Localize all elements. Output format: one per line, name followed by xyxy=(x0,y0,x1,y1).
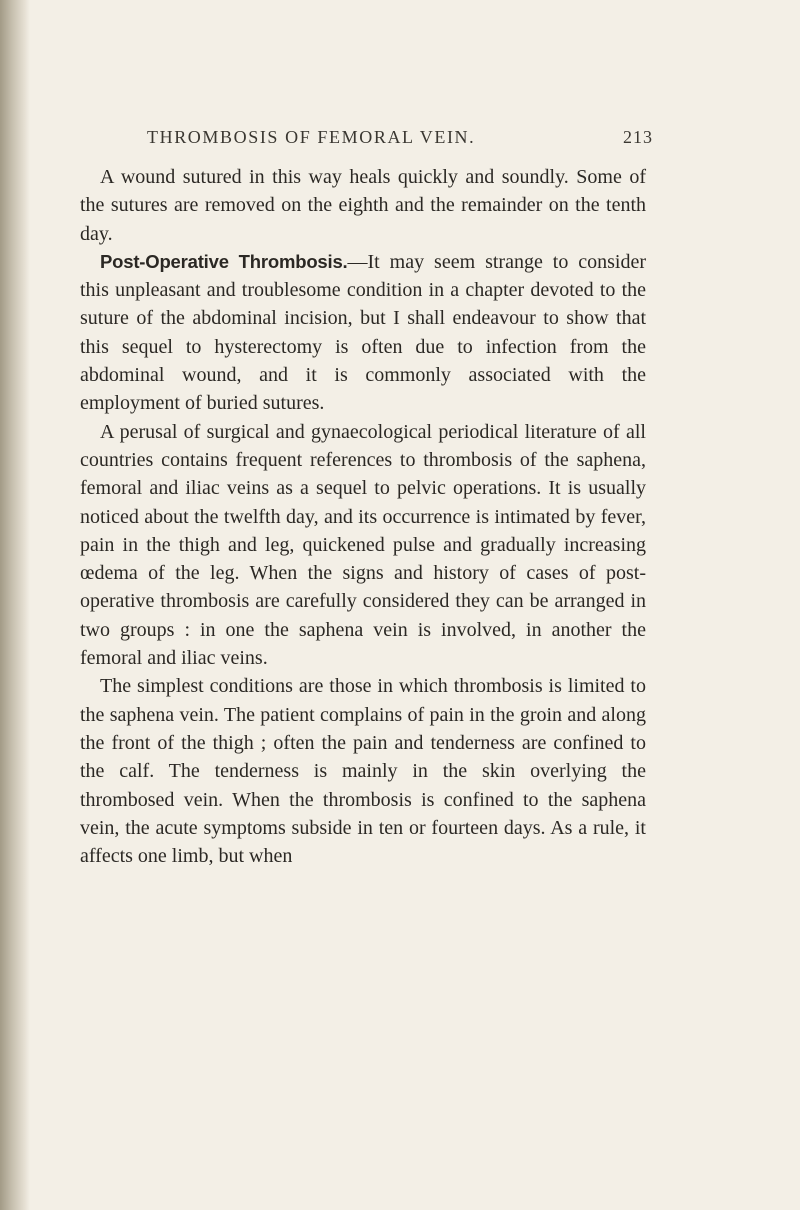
body-text xyxy=(80,163,646,870)
paragraph-post-operative-thrombosis xyxy=(80,248,646,418)
paragraph-literature xyxy=(80,418,646,673)
paragraph-text: A perusal of surgical and gynaecological periodical literature of all countries contains frequent references to thrombosis of the saphena, femoral and iliac veins as a sequel to pelvic operations. It is usually noticed about the twelfth day, and its occurrence is intimated by fever, pain in the thigh and leg, quickened pulse and gradually increasing œdema of the leg. When the signs and history of cases of post-operative thrombosis are carefully considered they can be arranged in two groups : in one the saphena vein is involved, in another the femoral and iliac veins. xyxy=(80,420,646,670)
paragraph-text: A wound sutured in this way heals quickly and soundly. Some of the sutures are removed on the eighth and the remainder on the tenth day. xyxy=(80,166,646,245)
section-heading: Post-Operative Thrombosis. xyxy=(100,250,348,272)
page-number: 213 xyxy=(623,127,653,147)
paragraph-saphena-thrombosis xyxy=(80,672,646,870)
paragraph-text: The simplest conditions are those in which thrombosis is limited to the saphena vein. The patient complains of pain in the groin and along the front of the thigh ; often the pain and tenderness are confined to the calf. The tenderness is mainly in the skin overlying the thrombosed vein. When the thrombosis is confined to the saphena vein, the acute symptoms subside in ten or fourteen days. As a rule, it affects one limb, but when xyxy=(80,675,646,868)
paragraph-text: —It may seem strange to consider this unpleasant and troublesome condition in a chapter devoted to the suture of the abdominal incision, but I shall endeavour to show that this sequel to hysterectomy is often due to infection from the abdominal wound, and it is commonly associated with the employment of buried sutures. xyxy=(80,250,647,415)
running-title: THROMBOSIS OF FEMORAL VEIN. xyxy=(147,127,476,147)
paragraph-wound-healing xyxy=(80,163,646,248)
running-head xyxy=(147,127,653,151)
